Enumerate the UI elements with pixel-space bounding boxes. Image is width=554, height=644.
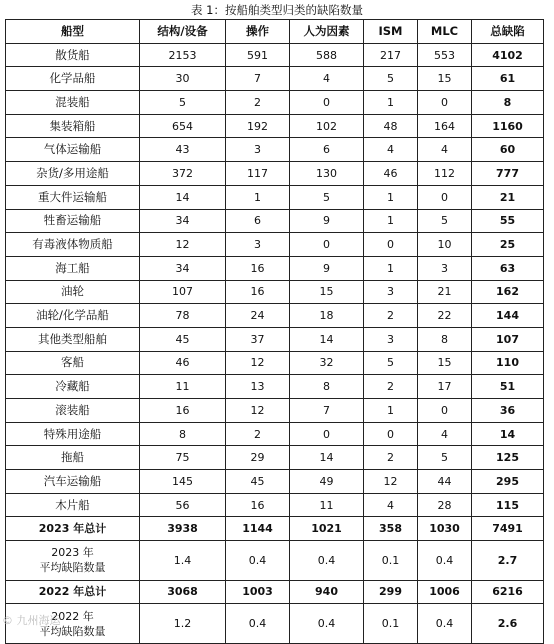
value-cell: 0.4 xyxy=(226,604,290,644)
value-cell: 18 xyxy=(290,304,364,328)
header-operation: 操作 xyxy=(226,20,290,44)
value-cell: 940 xyxy=(290,580,364,604)
value-cell: 4 xyxy=(418,422,472,446)
value-cell: 30 xyxy=(140,67,226,91)
table-caption: 表 1：按船舶类型归类的缺陷数量 xyxy=(191,3,363,17)
header-human-factor: 人为因素 xyxy=(290,20,364,44)
value-cell: 75 xyxy=(140,446,226,470)
header-ship-type: 船型 xyxy=(6,20,140,44)
value-cell: 553 xyxy=(418,43,472,67)
total-cell: 51 xyxy=(472,375,544,399)
table-row xyxy=(6,351,544,375)
table-row xyxy=(6,446,544,470)
ship-type-cell: 其他类型船舶 xyxy=(6,327,140,351)
value-cell: 0.1 xyxy=(364,604,418,644)
row-label-cell: 2023 年总计 xyxy=(6,517,140,541)
value-cell: 7 xyxy=(226,67,290,91)
value-cell: 22 xyxy=(418,304,472,328)
value-cell: 0 xyxy=(290,422,364,446)
value-cell: 16 xyxy=(140,399,226,423)
total-cell: 115 xyxy=(472,493,544,517)
total-cell: 14 xyxy=(472,422,544,446)
value-cell: 1.4 xyxy=(140,541,226,581)
value-cell: 15 xyxy=(290,280,364,304)
value-cell: 0.4 xyxy=(226,541,290,581)
value-cell: 34 xyxy=(140,209,226,233)
value-cell: 3 xyxy=(364,327,418,351)
value-cell: 4 xyxy=(364,138,418,162)
total-cell: 107 xyxy=(472,327,544,351)
table-row xyxy=(6,209,544,233)
value-cell: 117 xyxy=(226,162,290,186)
value-cell: 1 xyxy=(364,209,418,233)
value-cell: 145 xyxy=(140,470,226,494)
table-row xyxy=(6,399,544,423)
value-cell: 11 xyxy=(140,375,226,399)
value-cell: 372 xyxy=(140,162,226,186)
row-label-line1: 2023 年 xyxy=(51,546,94,560)
value-cell: 8 xyxy=(140,422,226,446)
value-cell: 28 xyxy=(418,493,472,517)
value-cell: 2 xyxy=(364,304,418,328)
value-cell: 2 xyxy=(226,422,290,446)
value-cell: 14 xyxy=(290,446,364,470)
ship-type-cell: 汽车运输船 xyxy=(6,470,140,494)
value-cell: 8 xyxy=(290,375,364,399)
ship-type-cell: 混装船 xyxy=(6,91,140,115)
value-cell: 15 xyxy=(418,351,472,375)
value-cell: 0 xyxy=(418,399,472,423)
value-cell: 16 xyxy=(226,493,290,517)
value-cell: 0.4 xyxy=(418,541,472,581)
value-cell: 130 xyxy=(290,162,364,186)
value-cell: 44 xyxy=(418,470,472,494)
value-cell: 0.4 xyxy=(290,541,364,581)
watermark: © 九州海运 xyxy=(2,614,61,627)
value-cell: 3 xyxy=(226,138,290,162)
table-row xyxy=(6,280,544,304)
ship-type-cell: 杂货/多用途船 xyxy=(6,162,140,186)
ship-type-cell: 木片船 xyxy=(6,493,140,517)
value-cell: 358 xyxy=(364,517,418,541)
ship-type-cell: 牲畜运输船 xyxy=(6,209,140,233)
value-cell: 56 xyxy=(140,493,226,517)
value-cell: 48 xyxy=(364,114,418,138)
defects-table xyxy=(5,19,544,644)
value-cell: 5 xyxy=(140,91,226,115)
table-row xyxy=(6,327,544,351)
value-cell: 3 xyxy=(364,280,418,304)
value-cell: 0 xyxy=(418,185,472,209)
ship-type-cell: 油轮/化学品船 xyxy=(6,304,140,328)
table-row xyxy=(6,43,544,67)
value-cell: 1006 xyxy=(418,580,472,604)
table-row xyxy=(6,233,544,257)
total-row xyxy=(6,580,544,604)
value-cell: 654 xyxy=(140,114,226,138)
value-cell: 102 xyxy=(290,114,364,138)
value-cell: 21 xyxy=(418,280,472,304)
value-cell: 43 xyxy=(140,138,226,162)
total-cell: 60 xyxy=(472,138,544,162)
table-row xyxy=(6,185,544,209)
header-mlc: MLC xyxy=(418,20,472,44)
value-cell: 5 xyxy=(418,209,472,233)
table-row xyxy=(6,67,544,91)
value-cell: 2 xyxy=(364,375,418,399)
value-cell: 15 xyxy=(418,67,472,91)
row-label-line2: 平均缺陷数量 xyxy=(39,624,106,638)
value-cell: 11 xyxy=(290,493,364,517)
value-cell: 4 xyxy=(418,138,472,162)
row-label-line1: 2022 年 xyxy=(51,609,94,623)
row-label-cell xyxy=(6,541,140,581)
value-cell: 12 xyxy=(140,233,226,257)
value-cell: 24 xyxy=(226,304,290,328)
value-cell: 1021 xyxy=(290,517,364,541)
value-cell: 3938 xyxy=(140,517,226,541)
value-cell: 1 xyxy=(364,91,418,115)
value-cell: 29 xyxy=(226,446,290,470)
value-cell: 1 xyxy=(226,185,290,209)
value-cell: 0 xyxy=(364,233,418,257)
ship-type-cell: 化学品船 xyxy=(6,67,140,91)
value-cell: 217 xyxy=(364,43,418,67)
ship-type-cell: 冷藏船 xyxy=(6,375,140,399)
value-cell: 0.1 xyxy=(364,541,418,581)
table-row xyxy=(6,375,544,399)
total-cell: 55 xyxy=(472,209,544,233)
row-label-cell: 2022 年总计 xyxy=(6,580,140,604)
ship-type-cell: 海工船 xyxy=(6,256,140,280)
total-cell: 8 xyxy=(472,91,544,115)
value-cell: 45 xyxy=(226,470,290,494)
ship-type-cell: 散货船 xyxy=(6,43,140,67)
ship-type-cell: 滚装船 xyxy=(6,399,140,423)
value-cell: 0 xyxy=(364,422,418,446)
total-cell: 125 xyxy=(472,446,544,470)
value-cell: 5 xyxy=(364,351,418,375)
value-cell: 10 xyxy=(418,233,472,257)
ship-type-cell: 特殊用途船 xyxy=(6,422,140,446)
ship-type-cell: 重大件运输船 xyxy=(6,185,140,209)
table-row xyxy=(6,304,544,328)
value-cell: 1003 xyxy=(226,580,290,604)
value-cell: 1.2 xyxy=(140,604,226,644)
table-row xyxy=(6,138,544,162)
value-cell: 1144 xyxy=(226,517,290,541)
value-cell: 12 xyxy=(226,399,290,423)
total-cell: 4102 xyxy=(472,43,544,67)
total-cell: 777 xyxy=(472,162,544,186)
value-cell: 0 xyxy=(418,91,472,115)
value-cell: 5 xyxy=(418,446,472,470)
total-cell: 63 xyxy=(472,256,544,280)
value-cell: 0 xyxy=(290,91,364,115)
value-cell: 164 xyxy=(418,114,472,138)
value-cell: 6 xyxy=(226,209,290,233)
ship-type-cell: 有毒液体物质船 xyxy=(6,233,140,257)
average-row xyxy=(6,604,544,644)
header-ism: ISM xyxy=(364,20,418,44)
value-cell: 1 xyxy=(364,399,418,423)
value-cell: 5 xyxy=(290,185,364,209)
value-cell: 192 xyxy=(226,114,290,138)
total-cell: 7491 xyxy=(472,517,544,541)
value-cell: 2153 xyxy=(140,43,226,67)
value-cell: 4 xyxy=(364,493,418,517)
value-cell: 8 xyxy=(418,327,472,351)
table-row xyxy=(6,256,544,280)
value-cell: 16 xyxy=(226,280,290,304)
total-cell: 1160 xyxy=(472,114,544,138)
ship-type-cell: 气体运输船 xyxy=(6,138,140,162)
row-label-line2: 平均缺陷数量 xyxy=(39,561,106,575)
value-cell: 37 xyxy=(226,327,290,351)
value-cell: 2 xyxy=(226,91,290,115)
total-cell: 110 xyxy=(472,351,544,375)
total-cell: 162 xyxy=(472,280,544,304)
value-cell: 6 xyxy=(290,138,364,162)
total-cell: 6216 xyxy=(472,580,544,604)
value-cell: 12 xyxy=(364,470,418,494)
value-cell: 1030 xyxy=(418,517,472,541)
value-cell: 12 xyxy=(226,351,290,375)
value-cell: 7 xyxy=(290,399,364,423)
table-row xyxy=(6,422,544,446)
table-row xyxy=(6,162,544,186)
total-cell: 21 xyxy=(472,185,544,209)
total-cell: 61 xyxy=(472,67,544,91)
value-cell: 5 xyxy=(364,67,418,91)
value-cell: 0.4 xyxy=(290,604,364,644)
ship-type-cell: 客船 xyxy=(6,351,140,375)
total-row xyxy=(6,517,544,541)
average-row xyxy=(6,541,544,581)
value-cell: 17 xyxy=(418,375,472,399)
value-cell: 49 xyxy=(290,470,364,494)
total-cell: 25 xyxy=(472,233,544,257)
value-cell: 3068 xyxy=(140,580,226,604)
total-cell: 2.6 xyxy=(472,604,544,644)
header-row xyxy=(6,20,544,44)
value-cell: 0.4 xyxy=(418,604,472,644)
ship-type-cell: 集装箱船 xyxy=(6,114,140,138)
ship-type-cell: 拖船 xyxy=(6,446,140,470)
value-cell: 13 xyxy=(226,375,290,399)
value-cell: 588 xyxy=(290,43,364,67)
value-cell: 16 xyxy=(226,256,290,280)
value-cell: 1 xyxy=(364,185,418,209)
value-cell: 4 xyxy=(290,67,364,91)
value-cell: 107 xyxy=(140,280,226,304)
value-cell: 46 xyxy=(140,351,226,375)
table-row xyxy=(6,493,544,517)
value-cell: 3 xyxy=(226,233,290,257)
header-structure: 结构/设备 xyxy=(140,20,226,44)
value-cell: 2 xyxy=(364,446,418,470)
value-cell: 78 xyxy=(140,304,226,328)
value-cell: 46 xyxy=(364,162,418,186)
table-row xyxy=(6,470,544,494)
value-cell: 32 xyxy=(290,351,364,375)
ship-type-cell: 油轮 xyxy=(6,280,140,304)
value-cell: 45 xyxy=(140,327,226,351)
value-cell: 0 xyxy=(290,233,364,257)
value-cell: 9 xyxy=(290,209,364,233)
table-row xyxy=(6,91,544,115)
value-cell: 34 xyxy=(140,256,226,280)
total-cell: 36 xyxy=(472,399,544,423)
value-cell: 112 xyxy=(418,162,472,186)
header-total: 总缺陷 xyxy=(472,20,544,44)
value-cell: 14 xyxy=(140,185,226,209)
value-cell: 1 xyxy=(364,256,418,280)
value-cell: 9 xyxy=(290,256,364,280)
value-cell: 299 xyxy=(364,580,418,604)
value-cell: 591 xyxy=(226,43,290,67)
value-cell: 14 xyxy=(290,327,364,351)
total-cell: 2.7 xyxy=(472,541,544,581)
table-row xyxy=(6,114,544,138)
total-cell: 295 xyxy=(472,470,544,494)
total-cell: 144 xyxy=(472,304,544,328)
value-cell: 3 xyxy=(418,256,472,280)
